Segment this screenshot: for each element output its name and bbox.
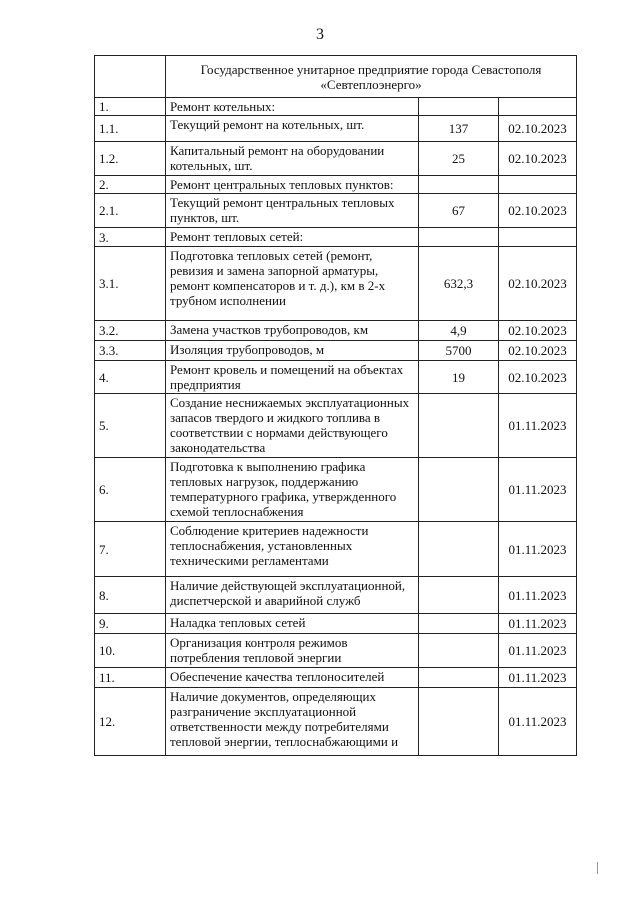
row-description: Текущий ремонт центральных тепловых пунктов, шт. [166,194,419,228]
table-row [95,394,577,458]
row-number: 3.2. [95,321,166,341]
row-quantity [419,228,499,247]
row-deadline: 02.10.2023 [499,116,577,142]
row-number: 3.3. [95,341,166,361]
row-deadline: 01.11.2023 [499,668,577,688]
row-number: 1.2. [95,142,166,176]
table-row [95,668,577,688]
row-number: 9. [95,614,166,634]
table-row [95,142,577,176]
row-quantity: 5700 [419,341,499,361]
row-number: 7. [95,522,166,577]
row-number: 8. [95,577,166,614]
row-quantity [419,577,499,614]
table-row [95,634,577,668]
table-row [95,116,577,142]
organization-header [166,56,577,98]
row-number: 12. [95,688,166,756]
row-description: Текущий ремонт на котельных, шт. [166,116,419,142]
row-deadline: 02.10.2023 [499,142,577,176]
row-description: Изоляция трубопроводов, м [166,341,419,361]
row-description: Создание неснижаемых эксплуатационных запасов твердого и жидкого топлива в соответствии с нормами действующего законодательства [166,394,419,458]
row-deadline: 01.11.2023 [499,458,577,522]
scan-artifact [597,862,598,874]
table-row [95,614,577,634]
row-description: Наличие действующей эксплуатационной, диспетчерской и аварийной служб [166,577,419,614]
row-number: 10. [95,634,166,668]
row-quantity [419,98,499,116]
row-quantity: 19 [419,361,499,394]
table-row [95,361,577,394]
row-quantity [419,614,499,634]
organization-short-name: «Севтеплоэнерго» [320,76,422,92]
row-number: 2.1. [95,194,166,228]
row-description: Обеспечение качества теплоносителей [166,668,419,688]
row-deadline: 01.11.2023 [499,577,577,614]
row-deadline: 02.10.2023 [499,247,577,321]
row-description: Ремонт тепловых сетей: [166,228,419,247]
row-quantity: 137 [419,116,499,142]
row-number: 3. [95,228,166,247]
row-description: Ремонт центральных тепловых пунктов: [166,176,419,194]
row-description: Капитальный ремонт на оборудовании котельных, шт. [166,142,419,176]
row-deadline: 02.10.2023 [499,341,577,361]
row-number: 3.1. [95,247,166,321]
row-description: Соблюдение критериев надежности теплоснабжения, установленных техническими регламентами [166,522,419,577]
page-number: 3 [316,26,324,43]
row-deadline: 01.11.2023 [499,688,577,756]
table-row [95,577,577,614]
row-quantity: 4,9 [419,321,499,341]
row-description: Наладка тепловых сетей [166,614,419,634]
row-quantity [419,522,499,577]
table-row [95,522,577,577]
table-header-row [95,56,577,98]
row-description: Подготовка тепловых сетей (ремонт, ревизия и замена запорной арматуры, ремонт компенсаторов и т. д.), км в 2-х трубном исполнении [166,247,419,321]
table-row [95,688,577,756]
row-description: Ремонт котельных: [166,98,419,116]
row-number: 1.1. [95,116,166,142]
row-description: Организация контроля режимов потребления тепловой энергии [166,634,419,668]
row-deadline: 02.10.2023 [499,321,577,341]
table-row [95,247,577,321]
row-description: Подготовка к выполнению графика тепловых нагрузок, поддержанию температурного графика, утвержденного схемой теплоснабжения [166,458,419,522]
row-description: Ремонт кровель и помещений на объектах предприятия [166,361,419,394]
organization-name: Государственное унитарное предприятие города Севастополя [200,61,542,77]
row-deadline: 02.10.2023 [499,194,577,228]
row-quantity [419,458,499,522]
table-row [95,458,577,522]
preparation-plan-table [94,55,577,756]
table-row [95,228,577,247]
row-quantity: 67 [419,194,499,228]
table-row [95,341,577,361]
row-number: 4. [95,361,166,394]
row-deadline: 01.11.2023 [499,522,577,577]
row-deadline: 01.11.2023 [499,614,577,634]
table-row [95,194,577,228]
row-quantity [419,176,499,194]
row-quantity [419,668,499,688]
row-number: 2. [95,176,166,194]
table-row [95,321,577,341]
row-deadline: 01.11.2023 [499,394,577,458]
row-deadline: 01.11.2023 [499,634,577,668]
row-deadline [499,98,577,116]
row-number: 5. [95,394,166,458]
row-number: 1. [95,98,166,116]
row-quantity: 632,3 [419,247,499,321]
table-row [95,176,577,194]
row-number: 6. [95,458,166,522]
table-row [95,98,577,116]
row-deadline [499,176,577,194]
row-quantity [419,394,499,458]
row-quantity: 25 [419,142,499,176]
row-description: Наличие документов, определяющих разграничение эксплуатационной ответственности между потребителями тепловой энергии, теплоснабжающими и [166,688,419,756]
row-deadline: 02.10.2023 [499,361,577,394]
row-quantity [419,634,499,668]
row-description: Замена участков трубопроводов, км [166,321,419,341]
row-number: 11. [95,668,166,688]
row-quantity [419,688,499,756]
header-empty-cell [95,56,166,98]
row-deadline [499,228,577,247]
